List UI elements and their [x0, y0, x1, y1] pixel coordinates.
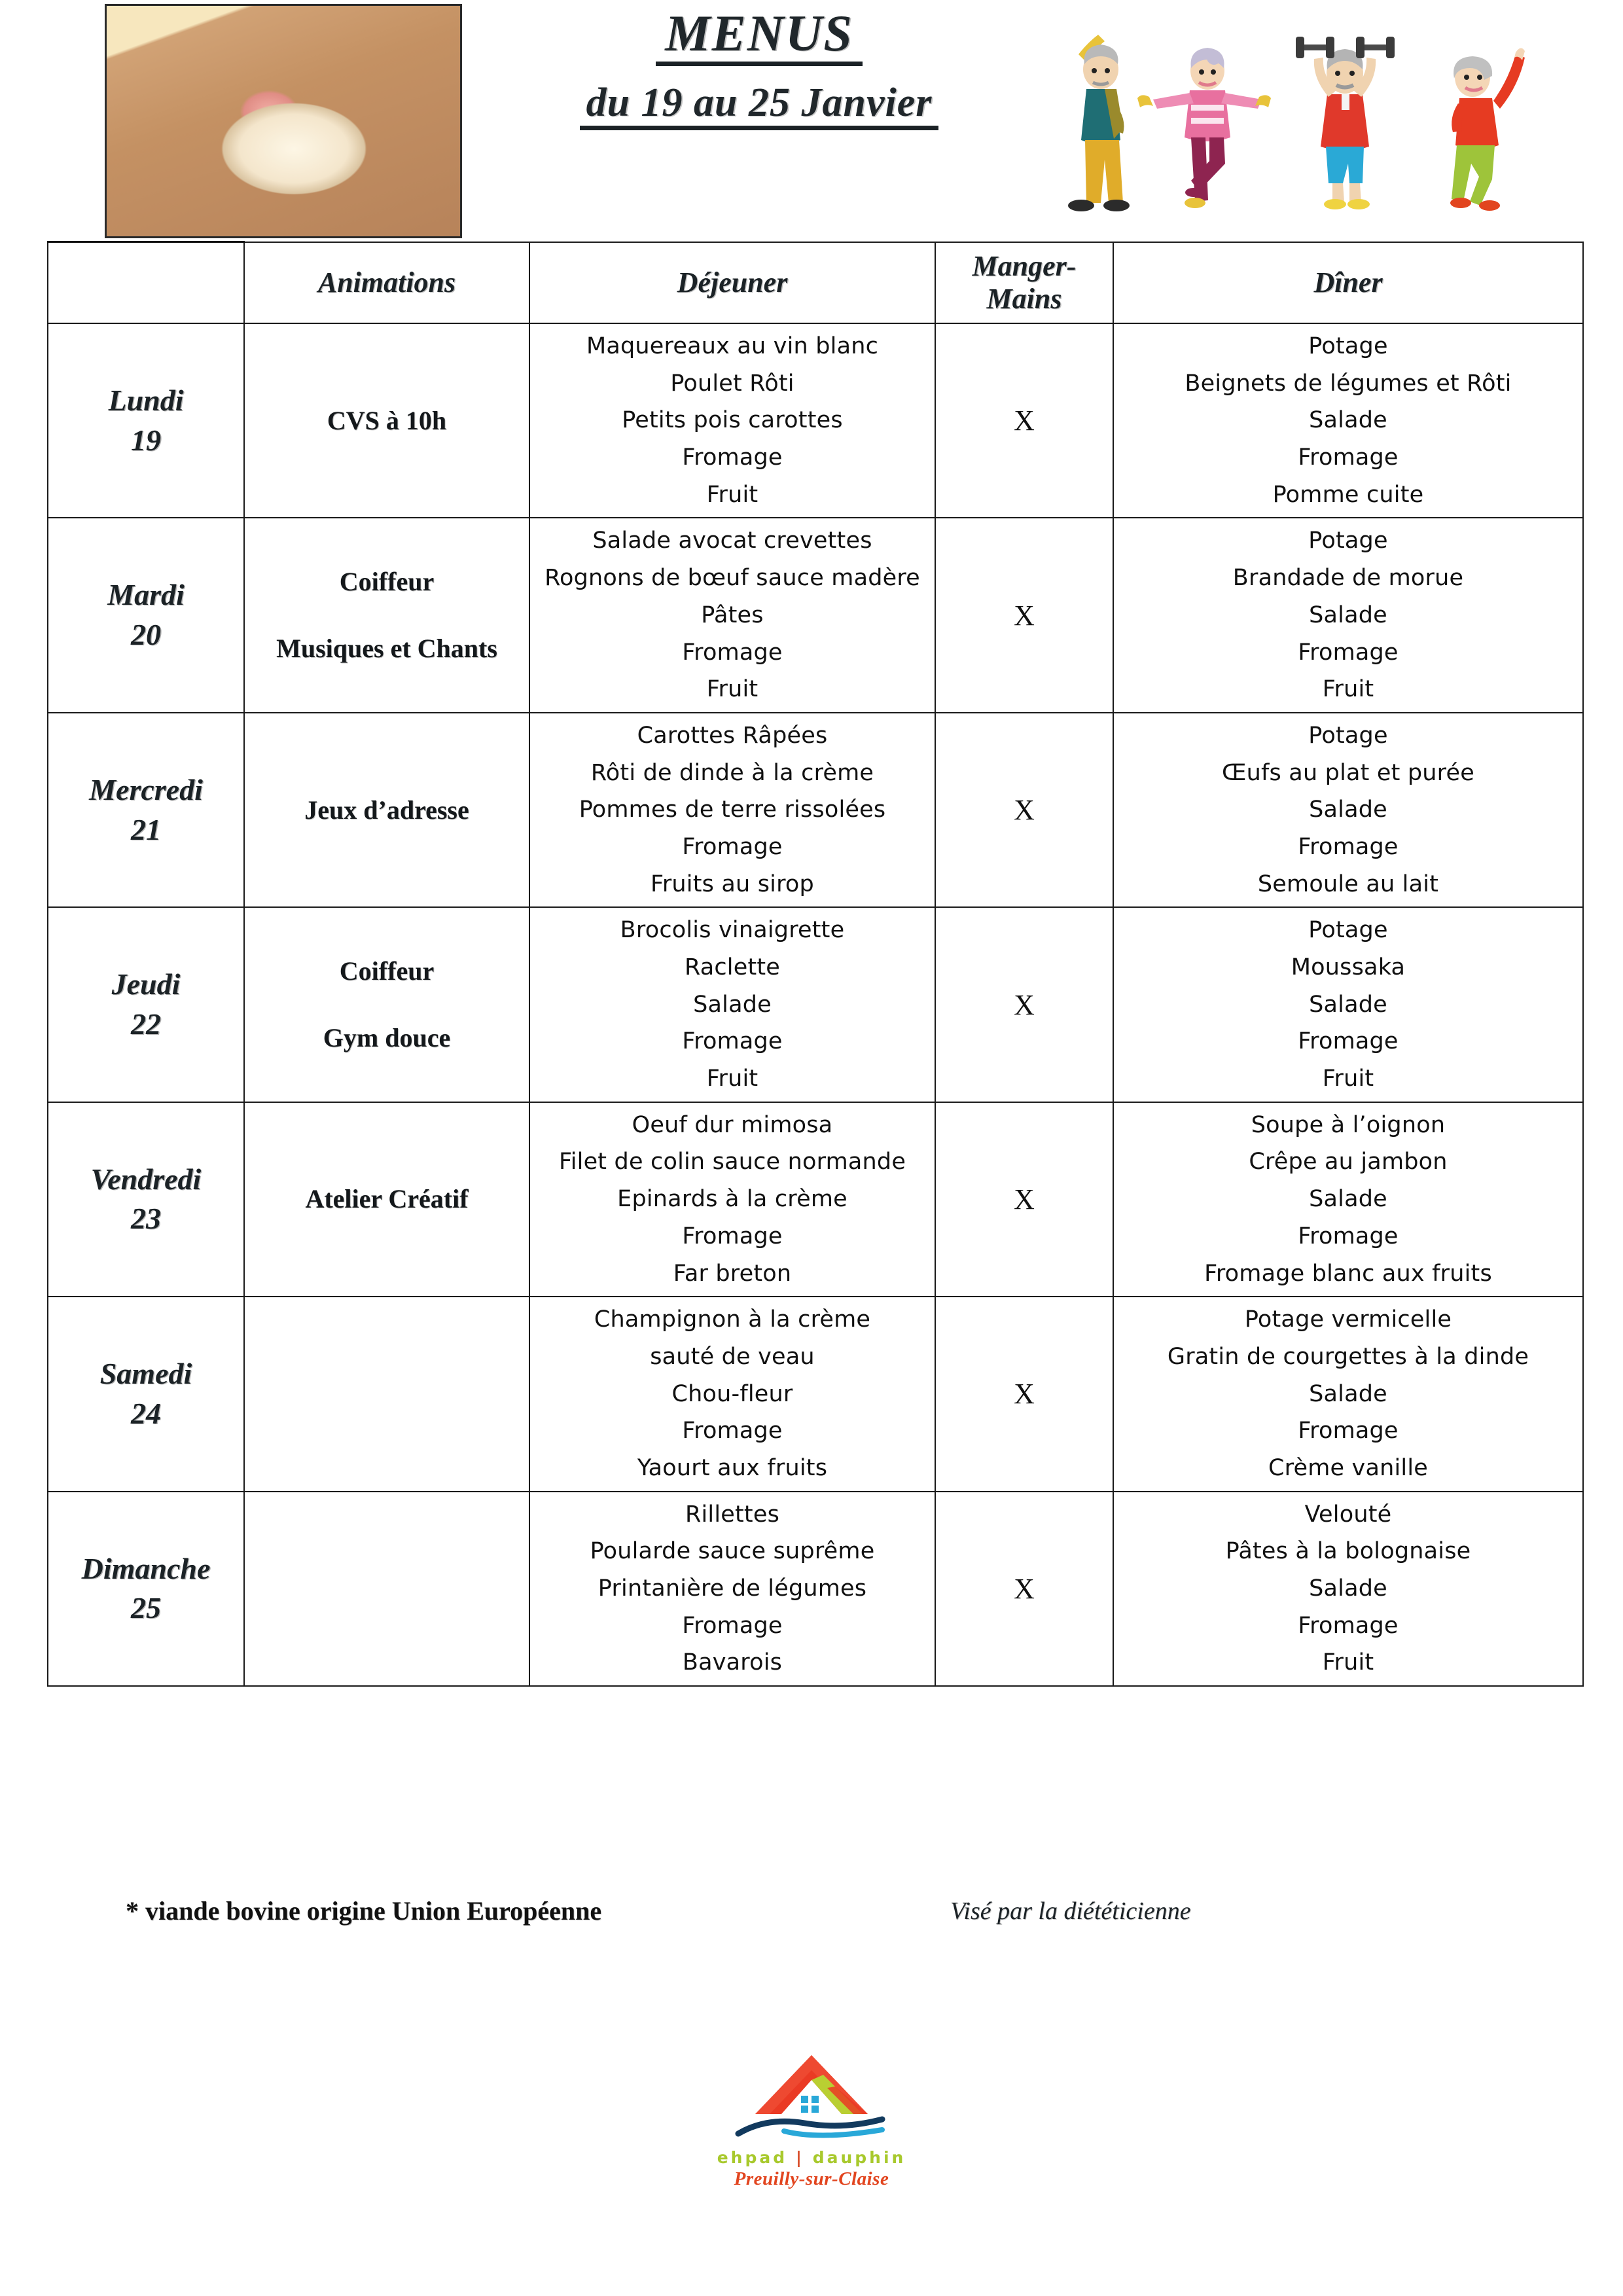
dejeuner-item: Pommes de terre rissolées [579, 797, 886, 823]
day-date: 21 [131, 812, 161, 846]
diner-item: Potage vermicelle [1244, 1306, 1452, 1333]
logo-name-right: dauphin [812, 2148, 906, 2167]
day-date: 20 [131, 618, 161, 652]
manger-mains-mark: X [1014, 988, 1035, 1021]
cell-day [48, 1297, 244, 1491]
cell-diner [1113, 1492, 1583, 1686]
dejeuner-item: Fruit [706, 1066, 758, 1092]
cell-dejeuner [529, 907, 935, 1102]
day-name: Dimanche [81, 1551, 211, 1585]
column-header-animations: Animations [244, 242, 529, 324]
table-body [48, 323, 1583, 1686]
diner-item: Gratin de courgettes à la dinde [1167, 1343, 1529, 1370]
diner-item: Pomme cuite [1272, 481, 1424, 508]
dejeuner-item: Raclette [684, 954, 781, 980]
diner-item: Potage [1308, 722, 1388, 749]
animation-item: Jeux d’adresse [304, 795, 469, 825]
column-header-dejeuner: Déjeuner [529, 242, 935, 324]
dejeuner-item: Poularde sauce suprême [590, 1538, 875, 1565]
dejeuner-item: Fruit [706, 481, 758, 508]
column-header-diner: Dîner [1113, 242, 1583, 324]
dejeuner-item: Far breton [673, 1260, 792, 1287]
spacer [247, 604, 526, 626]
house-roof-icon [713, 2049, 910, 2147]
manger-mains-mark: X [1014, 1183, 1035, 1215]
day-name: Samedi [99, 1357, 192, 1391]
cell-manger-mains [935, 1492, 1113, 1686]
diner-item: Potage [1308, 528, 1388, 554]
cell-manger-mains [935, 1102, 1113, 1297]
diner-item: Fruit [1322, 1066, 1374, 1092]
table-row [48, 1102, 1583, 1297]
dejeuner-item: Oeuf dur mimosa [632, 1111, 833, 1138]
diner-item: Salade [1309, 797, 1387, 823]
diner-item: Salade [1309, 1380, 1387, 1407]
establishment-logo [694, 2049, 929, 2232]
animation-item: Gym douce [323, 1023, 451, 1053]
table-row [48, 518, 1583, 712]
dejeuner-item: Poulet Rôti [670, 370, 794, 397]
day-date: 25 [131, 1591, 161, 1625]
dejeuner-item: Fromage [682, 1612, 783, 1639]
animation-item: Coiffeur [339, 567, 435, 597]
table-header-row [48, 242, 1583, 324]
diner-item: Fruit [1322, 676, 1374, 703]
cell-dejeuner [529, 518, 935, 712]
dejeuner-item: Chou-fleur [671, 1380, 793, 1407]
diner-item: Fromage [1298, 1418, 1399, 1444]
cell-animations [244, 518, 529, 712]
dejeuner-item: Epinards à la crème [617, 1186, 847, 1213]
day-date: 19 [131, 423, 161, 457]
diner-item: Fromage [1298, 444, 1399, 471]
diner-item: Velouté [1304, 1501, 1392, 1528]
logo-wordmark [694, 2148, 929, 2167]
table-row [48, 1297, 1583, 1491]
diner-item: Fromage [1298, 1612, 1399, 1639]
column-header-manger-mains: Manger- Mains [935, 242, 1113, 324]
diner-item: Fromage [1298, 639, 1399, 666]
dejeuner-item: Printanière de légumes [597, 1575, 867, 1602]
dejeuner-item: Bavarois [682, 1649, 783, 1676]
dejeuner-item: Rôti de dinde à la crème [590, 759, 874, 786]
day-name: Jeudi [111, 967, 181, 1001]
diner-item: Salade [1309, 991, 1387, 1018]
page-subtitle: du 19 au 25 Janvier [580, 82, 939, 130]
cell-diner [1113, 323, 1583, 518]
food-photo [105, 4, 462, 238]
dejeuner-item: Fromage [682, 1223, 783, 1249]
table-row [48, 713, 1583, 907]
weekly-menu-table [47, 241, 1584, 1687]
cell-diner [1113, 518, 1583, 712]
cell-dejeuner [529, 713, 935, 907]
manger-mains-mark: X [1014, 404, 1035, 437]
figure-man-dumbbells [1296, 37, 1395, 209]
title-block [497, 7, 1021, 130]
dejeuner-item: Fromage [682, 1418, 783, 1444]
logo-town: Preuilly-sur-Claise [734, 2168, 889, 2189]
dejeuner-item: Fruit [706, 676, 758, 703]
cell-animations [244, 1102, 529, 1297]
cell-animations [244, 1297, 529, 1491]
animation-item: Atelier Créatif [305, 1184, 469, 1214]
animation-item: Musiques et Chants [276, 634, 497, 664]
figure-woman-sidebend [1450, 48, 1525, 211]
cell-manger-mains [935, 907, 1113, 1102]
seniors-exercising-illustration [1047, 5, 1571, 221]
figure-woman-balancing [1137, 48, 1271, 208]
cell-dejeuner [529, 1492, 935, 1686]
dejeuner-item: Filet de colin sauce normande [558, 1149, 906, 1175]
note-dietician: Visé par la diététicienne [950, 1897, 1191, 1925]
dejeuner-item: Fruits au sirop [651, 870, 814, 897]
manger-mains-mark: X [1014, 1572, 1035, 1605]
cell-dejeuner [529, 1102, 935, 1297]
dejeuner-item: Rillettes [685, 1501, 780, 1528]
logo-name-left: ehpad [717, 2148, 788, 2167]
cell-animations [244, 713, 529, 907]
diner-item: Beignets de légumes et Rôti [1185, 370, 1512, 397]
dejeuner-item: Petits pois carottes [622, 407, 843, 434]
cell-manger-mains [935, 323, 1113, 518]
cell-animations [244, 1492, 529, 1686]
dejeuner-item: Pâtes [701, 601, 764, 628]
column-header-day [48, 242, 244, 324]
spacer [247, 994, 526, 1016]
dejeuner-item: sauté de veau [650, 1343, 815, 1370]
dejeuner-item: Fromage [682, 444, 783, 471]
table-row [48, 323, 1583, 518]
day-date: 22 [131, 1007, 161, 1041]
cell-diner [1113, 713, 1583, 907]
diner-item: Œufs au plat et purée [1222, 759, 1474, 786]
day-name: Mardi [107, 578, 185, 612]
cell-manger-mains [935, 518, 1113, 712]
cell-manger-mains [935, 713, 1113, 907]
cell-diner [1113, 907, 1583, 1102]
diner-item: Fromage blanc aux fruits [1204, 1260, 1492, 1287]
day-name: Lundi [108, 384, 184, 417]
dejeuner-item: Fromage [682, 1028, 783, 1055]
diner-item: Soupe à l’oignon [1251, 1111, 1446, 1138]
dejeuner-item: Rognons de bœuf sauce madère [544, 565, 920, 592]
cell-manger-mains [935, 1297, 1113, 1491]
dejeuner-item: Fromage [682, 639, 783, 666]
day-date: 23 [131, 1202, 161, 1236]
cell-day [48, 323, 244, 518]
figure-man-stretching [1068, 35, 1130, 211]
cell-day [48, 1492, 244, 1686]
manger-mains-mark: X [1014, 599, 1035, 632]
diner-item: Brandade de morue [1232, 565, 1464, 592]
cell-animations [244, 323, 529, 518]
cell-day [48, 1102, 244, 1297]
cell-diner [1113, 1297, 1583, 1491]
day-name: Mercredi [89, 772, 203, 806]
dejeuner-item: Maquereaux au vin blanc [586, 333, 879, 359]
diner-item: Potage [1308, 917, 1388, 944]
manger-mains-mark: X [1014, 794, 1035, 827]
diner-item: Crème vanille [1268, 1454, 1428, 1481]
diner-item: Crêpe au jambon [1249, 1149, 1448, 1175]
cell-dejeuner [529, 323, 935, 518]
diner-item: Moussaka [1291, 954, 1406, 980]
manger-mains-mark: X [1014, 1378, 1035, 1410]
dejeuner-item: Yaourt aux fruits [637, 1454, 828, 1481]
logo-separator: | [795, 2148, 804, 2167]
page-header [0, 0, 1623, 236]
cell-day [48, 713, 244, 907]
dejeuner-item: Brocolis vinaigrette [620, 917, 845, 944]
diner-item: Fromage [1298, 1223, 1399, 1249]
dejeuner-item: Carottes Râpées [637, 722, 828, 749]
diner-item: Salade [1309, 407, 1387, 434]
dejeuner-item: Champignon à la crème [594, 1306, 871, 1333]
cell-dejeuner [529, 1297, 935, 1491]
footer-notes [47, 1895, 1582, 1941]
diner-item: Fromage [1298, 1028, 1399, 1055]
table-row [48, 907, 1583, 1102]
page-title: MENUS [656, 7, 862, 66]
cell-diner [1113, 1102, 1583, 1297]
diner-item: Semoule au lait [1257, 870, 1439, 897]
diner-item: Fromage [1298, 833, 1399, 860]
dejeuner-item: Salade avocat crevettes [592, 528, 872, 554]
diner-item: Salade [1309, 601, 1387, 628]
diner-item: Potage [1308, 333, 1388, 359]
cell-day [48, 518, 244, 712]
note-beef-origin: * viande bovine origine Union Européenne [126, 1896, 602, 1926]
diner-item: Fruit [1322, 1649, 1374, 1676]
cell-animations [244, 907, 529, 1102]
diner-item: Salade [1309, 1186, 1387, 1213]
dejeuner-item: Salade [693, 991, 772, 1018]
animation-item: CVS à 10h [327, 405, 447, 435]
diner-item: Salade [1309, 1575, 1387, 1602]
diner-item: Pâtes à la bolognaise [1225, 1538, 1471, 1565]
table-row [48, 1492, 1583, 1686]
day-date: 24 [131, 1396, 161, 1430]
cell-day [48, 907, 244, 1102]
day-name: Vendredi [90, 1162, 202, 1196]
animation-item: Coiffeur [339, 956, 435, 986]
dejeuner-item: Fromage [682, 833, 783, 860]
